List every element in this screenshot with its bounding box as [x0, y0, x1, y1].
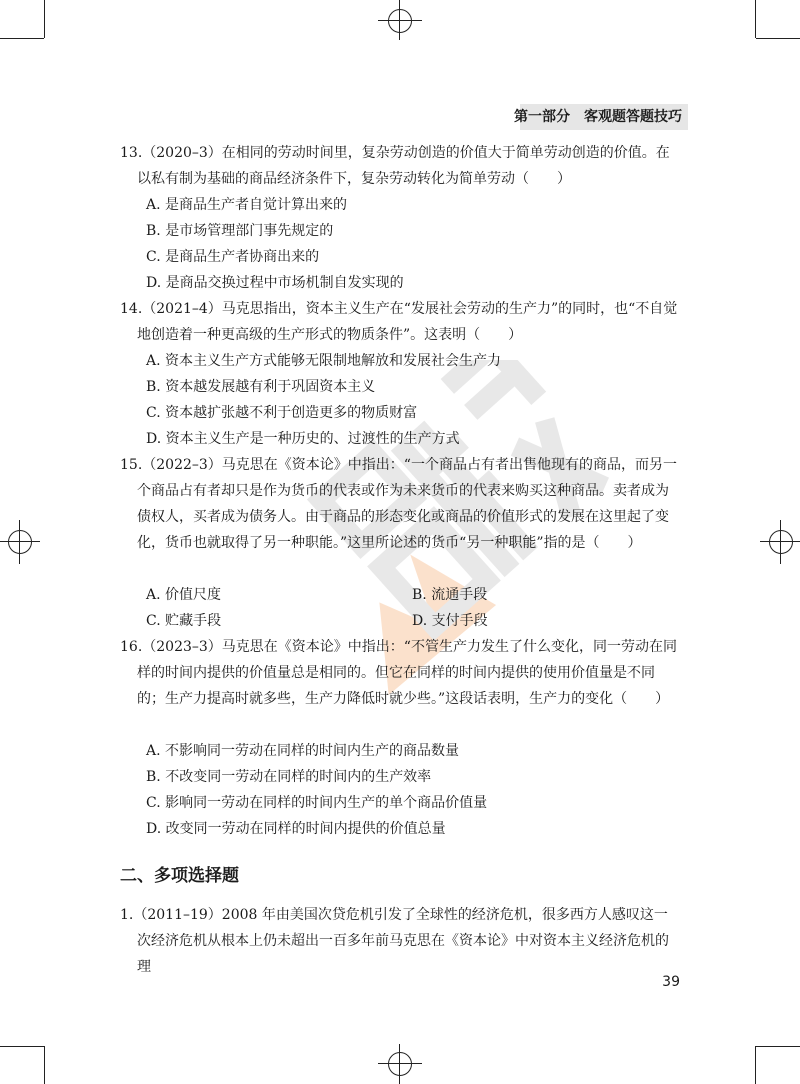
- question-16: [120, 634, 680, 712]
- question-stem: 14.（2021–4）马克思指出，资本主义生产在“发展社会劳动的生产力”的同时，也“不自觉地创造着一种更高级的生产形式的物质条件”。这表明（ ）: [120, 301, 678, 343]
- option-d: D. 是商品交换过程中市场机制自发实现的: [146, 275, 404, 291]
- option-b: B. 资本越发展越有利于巩固资本主义: [146, 379, 376, 395]
- question-13: [120, 140, 680, 192]
- option-d: D. 支付手段: [412, 613, 488, 629]
- page-number: 39: [662, 974, 680, 990]
- option-d: D. 改变同一劳动在同样的时间内提供的价值总量: [146, 821, 446, 837]
- option-b: B. 是市场管理部门事先规定的: [146, 223, 334, 239]
- question-stem: 15.（2022–3）马克思在《资本论》中指出：“一个商品占有者出售他现有的商品，而另一个商品占有者却只是作为货币的代表或作为未来货币的代表来购买这种商品。卖者成为债权人，买者成为债务人。由于商品的形态变化或商品的价值形式的发展在这里起了变化，货币也就取得了另一种职能。”这里所论述的货币“另一种职能”指的是（ ）: [120, 457, 677, 551]
- option-d: D. 资本主义生产是一种历史的、过渡性的生产方式: [146, 431, 460, 447]
- option-c: C. 影响同一劳动在同样的时间内生产的单个商品价值量: [146, 795, 488, 811]
- option-c: C. 资本越扩张越不利于创造更多的物质财富: [146, 405, 418, 421]
- option-a: A. 是商品生产者自觉计算出来的: [146, 197, 348, 213]
- section-title: 二、多项选择题: [120, 866, 239, 886]
- running-header: 第一部分 客观题答题技巧: [514, 109, 682, 125]
- question-stem: 16.（2023–3）马克思在《资本论》中指出：“不管生产力发生了什么变化，同一劳动在同样的时间内提供的价值量总是相同的。但它在同样的时间内提供的使用价值量是不同的；生产力提高时就多些，生产力降低时就少些。”这段话表明，生产力的变化（ ）: [120, 639, 677, 707]
- question-stem: 1.（2011–19）2008 年由美国次贷危机引发了全球性的经济危机，很多西方人感叹这一次经济危机从根本上仍未超出一百多年前马克思在《资本论》中对资本主义经济危机的理: [120, 907, 669, 975]
- question-15: [120, 452, 680, 556]
- option-b: B. 不改变同一劳动在同样的时间内的生产效率: [146, 769, 432, 785]
- option-c: C. 贮藏手段: [146, 613, 222, 629]
- option-a: A. 不影响同一劳动在同样的时间内生产的商品数量: [146, 743, 460, 759]
- option-a: A. 价值尺度: [146, 587, 222, 603]
- option-a: A. 资本主义生产方式能够无限制地解放和发展社会生产力: [146, 353, 502, 369]
- question-14: [120, 296, 680, 348]
- question-stem: 13.（2020–3）在相同的劳动时间里，复杂劳动创造的价值大于简单劳动创造的价值。在以私有制为基础的商品经济条件下，复杂劳动转化为简单劳动（ ）: [120, 145, 670, 187]
- question-1: [120, 902, 680, 980]
- option-c: C. 是商品生产者协商出来的: [146, 249, 320, 265]
- option-b: B. 流通手段: [412, 587, 488, 603]
